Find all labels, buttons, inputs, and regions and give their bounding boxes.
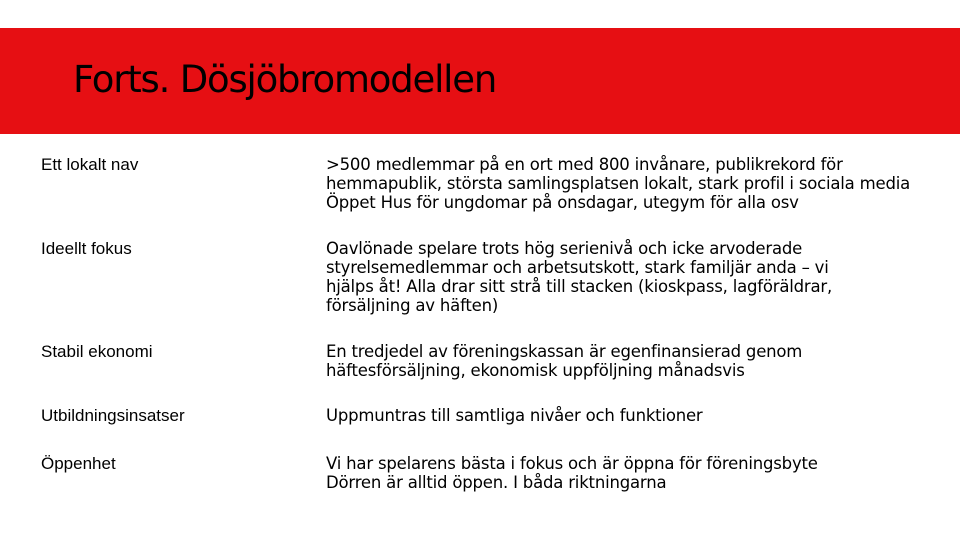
description-line: försäljning av häften) xyxy=(326,296,499,315)
description-line: Uppmuntras till samtliga nivåer och funktioner xyxy=(326,406,703,425)
row-description xyxy=(326,155,960,212)
description-line: styrelsemedlemmar och arbetsutskott, stark familjär anda – vi xyxy=(326,258,829,277)
slide-title: Forts. Dösjöbromodellen xyxy=(73,58,497,101)
description-line: Öppet Hus för ungdomar på onsdagar, utegym för alla osv xyxy=(326,193,799,212)
row-label: Stabil ekonomi xyxy=(41,342,153,361)
description-line: Oavlönade spelare trots hög serienivå och icke arvoderade xyxy=(326,239,803,258)
row-label: Ideellt fokus xyxy=(41,239,132,258)
row-description xyxy=(326,454,960,492)
row-description xyxy=(326,406,960,425)
description-line: hemmapublik, största samlingsplatsen lokalt, stark profil i sociala media xyxy=(326,174,911,193)
description-line: hjälps åt! Alla drar sitt strå till stacken (kioskpass, lagföräldrar, xyxy=(326,277,833,296)
description-line: En tredjedel av föreningskassan är egenfinansierad genom xyxy=(326,342,803,361)
row-label: Öppenhet xyxy=(41,454,116,473)
row-description xyxy=(326,239,960,315)
row-description xyxy=(326,342,960,380)
row-label: Utbildningsinsatser xyxy=(41,406,185,425)
row-label: Ett lokalt nav xyxy=(41,155,139,174)
description-line: Vi har spelarens bästa i fokus och är öppna för föreningsbyte xyxy=(326,454,818,473)
description-line: häftesförsäljning, ekonomisk uppföljning månadsvis xyxy=(326,361,745,380)
description-line: Dörren är alltid öppen. I båda riktningarna xyxy=(326,473,667,492)
description-line: >500 medlemmar på en ort med 800 invånare, publikrekord för xyxy=(326,155,843,174)
